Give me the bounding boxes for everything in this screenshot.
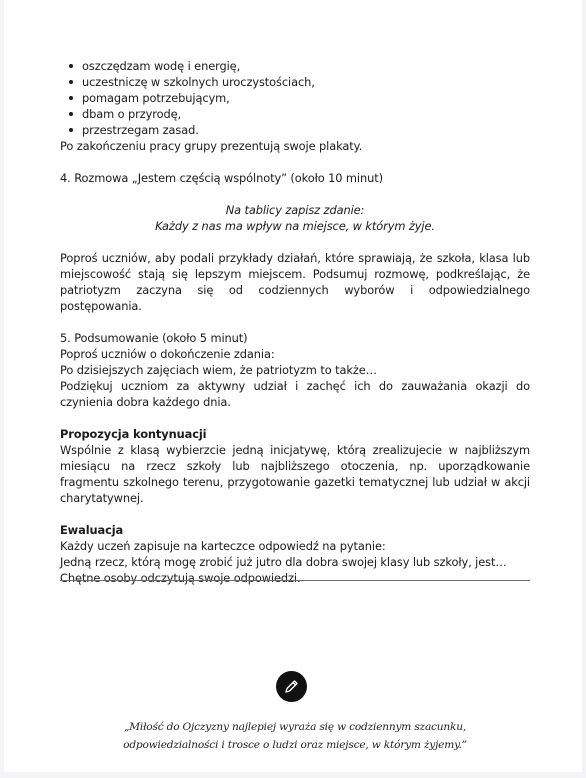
list-item: przestrzegam zasad. (82, 122, 530, 138)
list-item: uczestniczę w szkolnych uroczystościach, (82, 74, 530, 90)
document-content (60, 58, 530, 586)
divider (60, 580, 530, 581)
board-sentence: Każdy z nas ma wpływ na miejsce, w którym żyje. (155, 219, 435, 233)
pencil-icon (276, 671, 307, 702)
section5-sentence: Po dzisiejszych zajęciach wiem, że patriotyzm to także… (60, 363, 377, 377)
quote-line: odpowiedzialności i trosce o ludzi oraz miejsce, w którym żyjemy.” (123, 739, 467, 751)
quote-line: „Miłość do Ojczyzny najlepiej wyraża się w codziennym szacunku, (123, 721, 467, 733)
board-instruction: Na tablicy zapisz zdanie: (225, 203, 365, 217)
list-item: dbam o przyrodę, (82, 106, 530, 122)
list-item: oszczędzam wodę i energię, (82, 58, 530, 74)
continuation-paragraph: Wspólnie z klasą wybierzcie jedną inicjatywę, którą zrealizujecie w najbliższym miesiącu na rzecz szkoły lub najbliższego otoczenia, np. uporządkowanie fragmentu szkolnego terenu, przygotowanie gazetki tematycznej lub udział w akcji charytatywnej. (60, 443, 530, 505)
evaluation-line: Jedną rzecz, którą mogę zrobić już jutro dla dobra swojej klasy lub szkoły, jest… (60, 555, 507, 569)
section5-paragraph: Podziękuj uczniom za aktywny udział i zachęć ich do zauważania okazji do czynienia dobra każdego dnia. (60, 379, 530, 409)
evaluation-line: Chętne osoby odczytują swoje odpowiedzi. (60, 571, 301, 585)
document-page (4, 0, 582, 772)
section5-heading: 5. Podsumowanie (około 5 minut) (60, 331, 248, 345)
evaluation-line: Każdy uczeń zapisuje na karteczce odpowiedź na pytanie: (60, 539, 386, 553)
bullet-list (60, 58, 530, 138)
paragraph-after-bullets: Po zakończeniu pracy grupy prezentują swoje plakaty. (60, 139, 363, 153)
section4-paragraph: Poproś uczniów, aby podali przykłady działań, które sprawiają, że szkoła, klasa lub miejscowość stają się lepszym miejscem. Podsumuj rozmowę, podkreślając, że patriotyzm zaczyna się od codziennych wyborów i odpowiedzialnego postępowania. (60, 251, 530, 313)
footer-quote (44, 718, 546, 754)
section4-heading: 4. Rozmowa „Jestem częścią wspólnoty” (około 10 minut) (60, 171, 383, 185)
continuation-heading: Propozycja kontynuacji (60, 427, 207, 441)
list-item: pomagam potrzebującym, (82, 90, 530, 106)
section5-instruction: Poproś uczniów o dokończenie zdania: (60, 347, 275, 361)
evaluation-heading: Ewaluacja (60, 523, 124, 537)
